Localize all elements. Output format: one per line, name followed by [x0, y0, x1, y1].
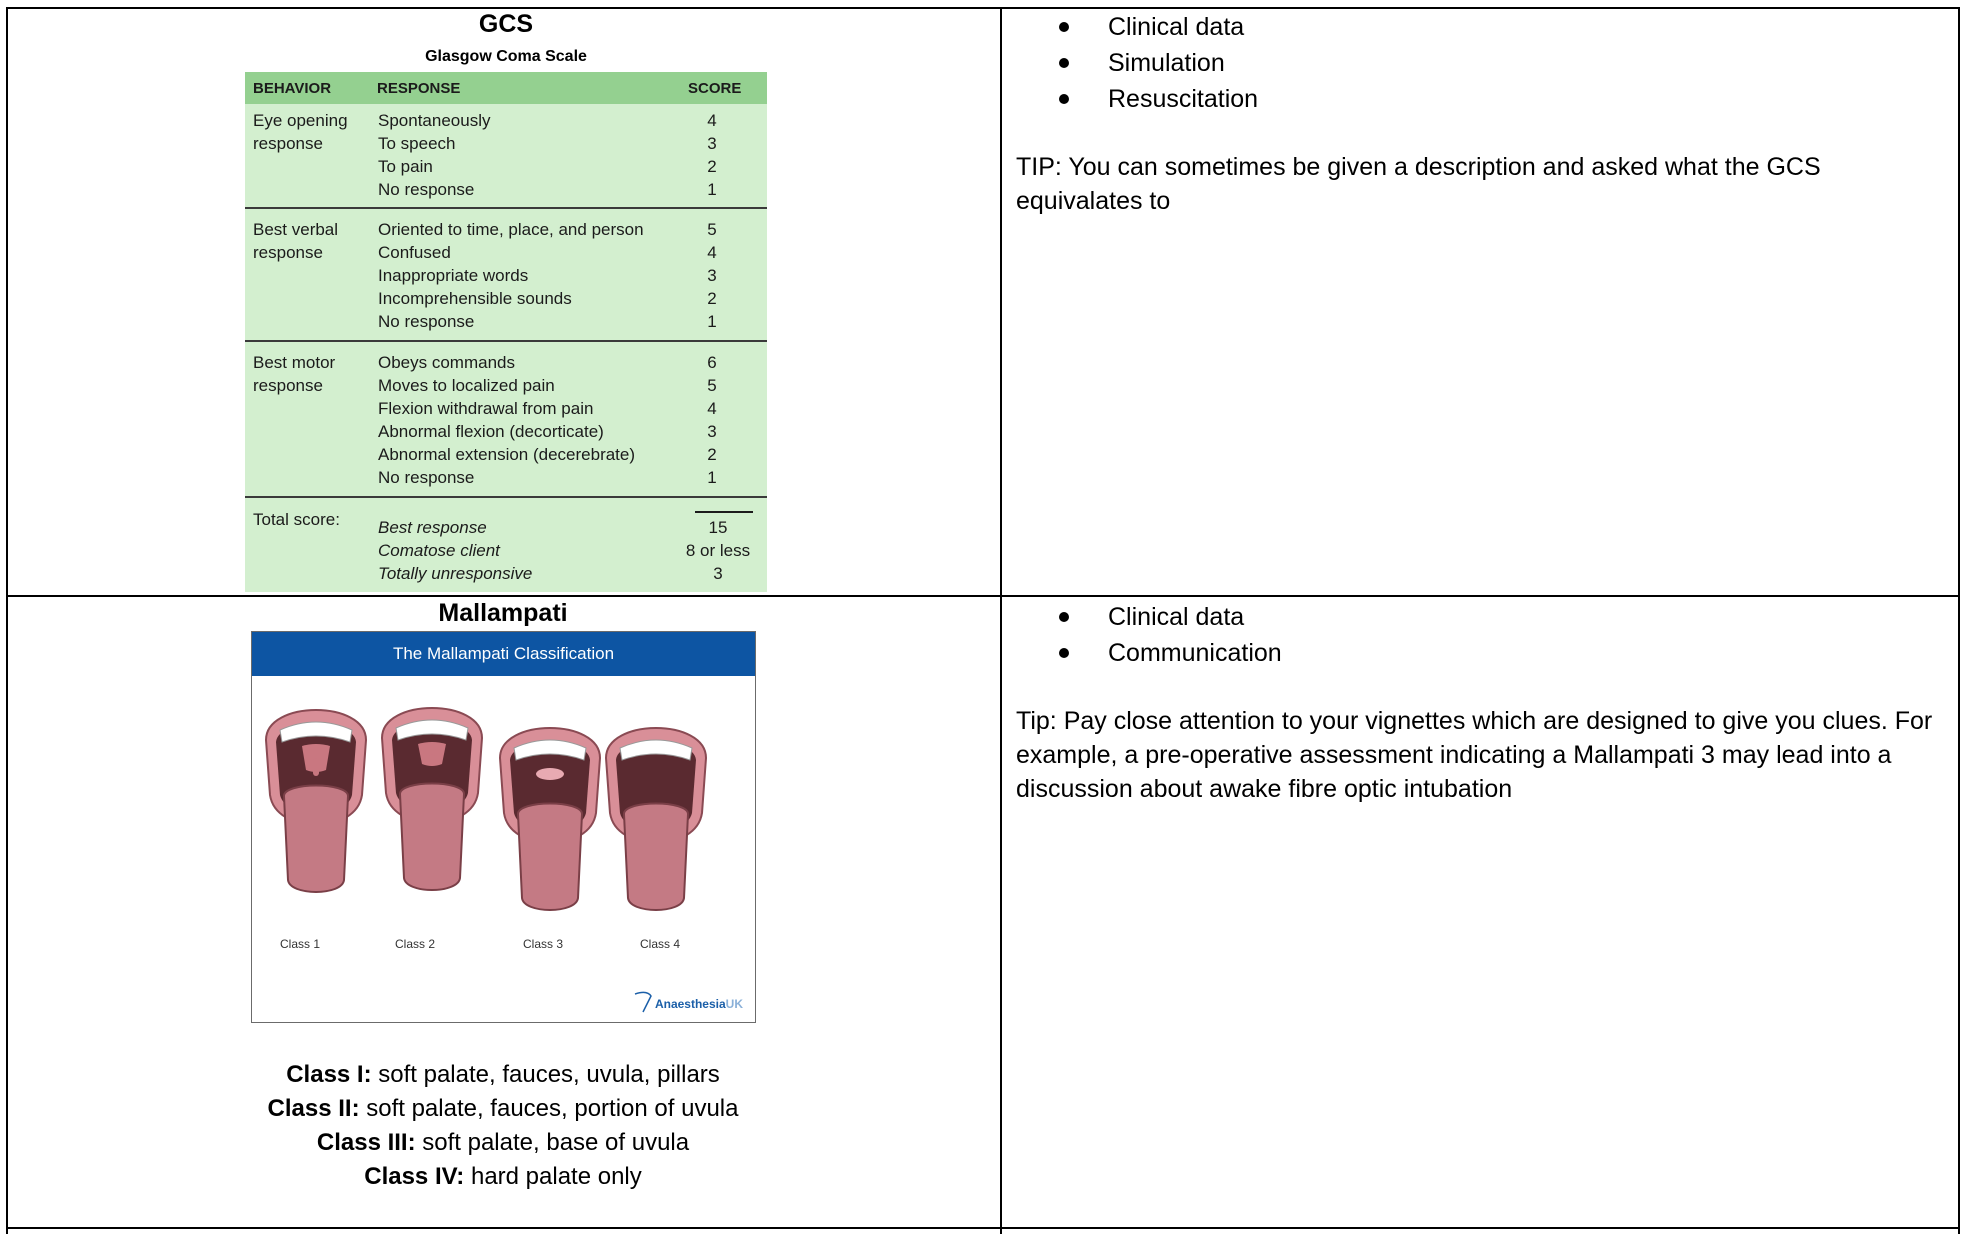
gcs-score: 6	[707, 353, 717, 372]
gcs-response: Inappropriate words	[378, 266, 529, 285]
gcs-score: 5	[707, 376, 717, 395]
gcs-score: 1	[707, 180, 717, 199]
gcs-table	[245, 72, 767, 592]
logo-swoosh-icon	[633, 990, 655, 1014]
class-desc-text: soft palate, fauces, portion of uvula	[359, 1095, 739, 1122]
bullet-item: Simulation	[1059, 45, 1258, 81]
gcs-score: 4	[707, 111, 717, 130]
gcs-total-scores	[677, 516, 759, 585]
mallampati-title: Mallampati	[438, 599, 568, 627]
gcs-responses-verbal	[378, 218, 644, 333]
row-divider-bottom	[6, 1227, 1960, 1229]
gcs-section-divider	[245, 340, 767, 342]
gcs-behavior-line: response	[253, 376, 323, 395]
row-divider	[6, 595, 1960, 597]
table-right-border	[1958, 7, 1960, 1234]
class-desc-label: Class IV:	[364, 1163, 465, 1190]
gcs-total-responses	[378, 516, 532, 585]
gcs-response: No response	[378, 312, 475, 331]
gcs-total-response: Best response	[378, 518, 487, 537]
class-desc-label: Class III:	[316, 1129, 416, 1156]
gcs-total-label: Total score:	[253, 510, 340, 529]
mouth-class1	[266, 710, 366, 892]
gcs-total-score: 15	[708, 518, 728, 537]
gcs-score: 2	[707, 289, 717, 308]
bullet-item: Communication	[1059, 635, 1282, 671]
gcs-total-score: 8 or less	[685, 541, 751, 560]
gcs-table-header	[245, 72, 767, 104]
logo-suffix-text: UK	[725, 997, 743, 1011]
gcs-scores-eye	[677, 109, 747, 201]
gcs-total-rule	[695, 511, 753, 513]
gcs-total-score: 3	[713, 564, 723, 583]
gcs-subtitle: Glasgow Coma Scale	[425, 48, 587, 65]
gcs-score: 4	[707, 243, 717, 262]
gcs-response: Confused	[378, 243, 451, 262]
mallampati-bullet-list	[1059, 599, 1282, 671]
class-desc-text: soft palate, fauces, uvula, pillars	[371, 1061, 720, 1088]
mouth-illustrations	[252, 692, 754, 952]
gcs-score: 2	[707, 445, 717, 464]
gcs-behavior-line: response	[253, 243, 323, 262]
gcs-scores-motor	[677, 351, 747, 489]
mouth-class4	[606, 728, 706, 910]
gcs-bullet-list	[1059, 9, 1258, 117]
gcs-score: 1	[707, 312, 717, 331]
class-desc-3	[245, 1126, 761, 1160]
logo-main-text: Anaesthesia	[654, 997, 726, 1011]
gcs-header-behavior: BEHAVIOR	[253, 80, 332, 97]
bullet-item: Clinical data	[1059, 599, 1282, 635]
gcs-behavior-line: Eye opening	[253, 111, 348, 130]
gcs-behavior-verbal	[253, 218, 338, 264]
class-label-4: Class 4	[639, 937, 680, 951]
class-desc-label: Class I:	[286, 1061, 372, 1088]
gcs-total-response: Totally unresponsive	[378, 564, 533, 583]
class-label-2: Class 2	[394, 937, 435, 951]
gcs-response: Spontaneously	[378, 111, 491, 130]
gcs-score: 3	[707, 134, 717, 153]
gcs-score: 5	[707, 220, 717, 239]
gcs-score: 3	[707, 266, 717, 285]
class-desc-1	[245, 1058, 761, 1092]
gcs-behavior-line: Best verbal	[253, 220, 339, 239]
gcs-header-response: RESPONSE	[377, 80, 461, 97]
gcs-behavior-line: response	[253, 134, 323, 153]
gcs-response: No response	[378, 180, 475, 199]
gcs-response: To speech	[378, 134, 456, 153]
gcs-behavior-eye	[253, 109, 348, 155]
mallampati-image	[251, 631, 756, 1023]
gcs-scores-verbal	[677, 218, 747, 333]
class-label-3: Class 3	[522, 937, 563, 951]
bullet-item: Clinical data	[1059, 9, 1258, 45]
class-label-1: Class 1	[279, 937, 320, 951]
class-desc-text: soft palate, base of uvula	[415, 1129, 690, 1156]
gcs-response: Obeys commands	[378, 353, 515, 372]
bullet-item: Resuscitation	[1059, 81, 1258, 117]
gcs-response: No response	[378, 468, 475, 487]
gcs-response: Moves to localized pain	[378, 376, 555, 395]
gcs-response: Abnormal flexion (decorticate)	[378, 422, 604, 441]
gcs-total-response: Comatose client	[378, 541, 500, 560]
column-divider	[1000, 7, 1002, 1234]
mouth-class2	[382, 708, 482, 890]
gcs-behavior-motor	[253, 351, 335, 397]
gcs-response: Flexion withdrawal from pain	[378, 399, 594, 418]
gcs-score: 3	[707, 422, 717, 441]
gcs-section-divider	[245, 496, 767, 498]
gcs-responses-motor	[378, 351, 635, 489]
gcs-responses-eye	[378, 109, 490, 201]
gcs-behavior-line: Best motor	[253, 353, 336, 372]
gcs-response: Abnormal extension (decerebrate)	[378, 445, 636, 464]
anaesthesia-uk-logo	[633, 990, 743, 1014]
gcs-response: Incomprehensible sounds	[378, 289, 572, 308]
gcs-score: 2	[707, 157, 717, 176]
class-desc-text: hard palate only	[464, 1163, 642, 1190]
mallampati-tip: Tip: Pay close attention to your vignettes which are designed to give you clues. For example, a pre-operative assessment indicating a Mallampati 3 may lead into a discussion about awake fibre optic intubation	[1016, 707, 1933, 803]
gcs-header-score: SCORE	[688, 80, 742, 97]
gcs-tip: TIP: You can sometimes be given a description and asked what the GCS equivalates to	[1016, 153, 1821, 215]
class-desc-2	[245, 1092, 761, 1126]
gcs-section-divider	[245, 207, 767, 209]
mouth-class3	[500, 728, 600, 910]
gcs-response: Oriented to time, place, and person	[378, 220, 644, 239]
gcs-score: 1	[707, 468, 717, 487]
mallampati-class-list	[245, 1058, 761, 1194]
class-desc-4	[245, 1160, 761, 1194]
mallampati-image-header: The Mallampati Classification	[252, 632, 755, 676]
gcs-response: To pain	[378, 157, 433, 176]
gcs-title: GCS	[478, 10, 534, 38]
gcs-score: 4	[707, 399, 717, 418]
class-desc-label: Class II:	[267, 1095, 360, 1122]
